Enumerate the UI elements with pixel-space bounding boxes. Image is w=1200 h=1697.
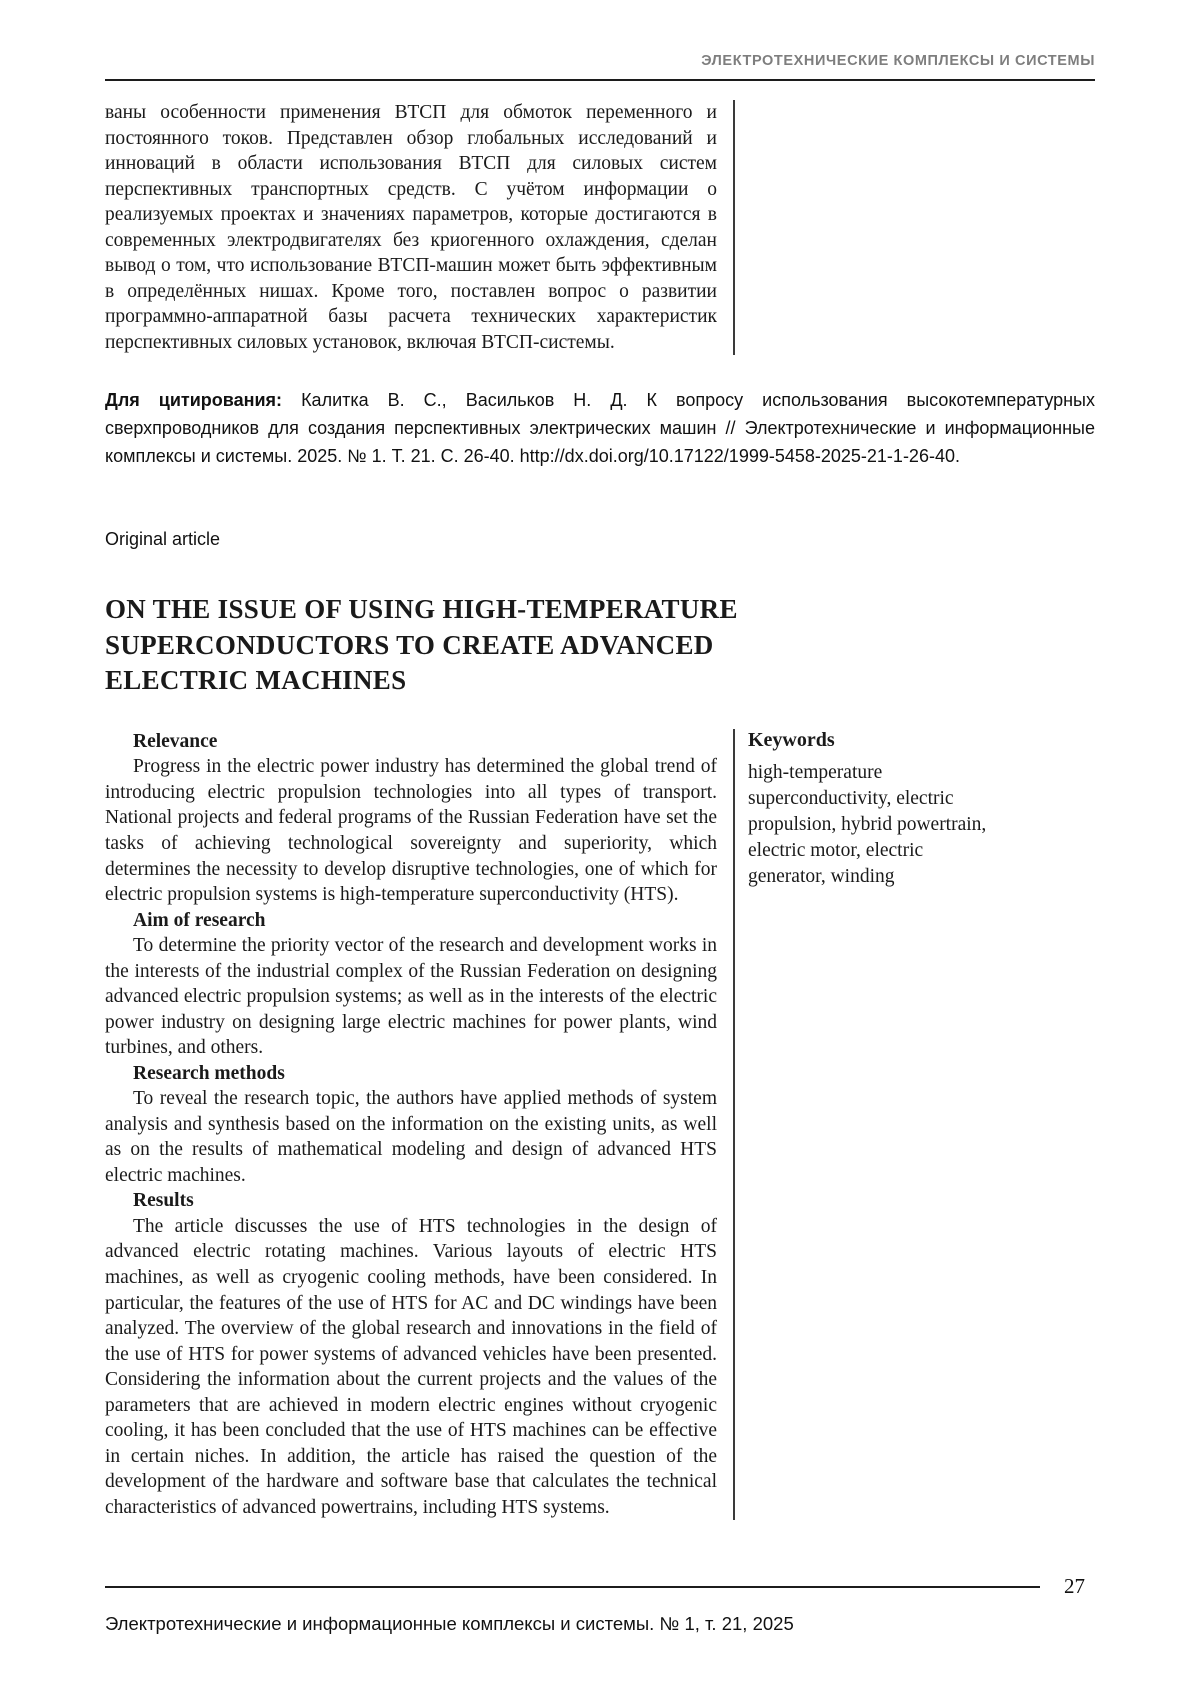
section-heading-results: Results [133, 1190, 194, 1212]
journal-section-label: ЭЛЕКТРОТЕХНИЧЕСКИЕ КОМПЛЕКСЫ И СИСТЕМЫ [701, 53, 1095, 69]
footer-rule-row [105, 1574, 1095, 1599]
citation-block [105, 387, 1095, 471]
section-heading-aim: Aim of research [133, 909, 266, 931]
article-type-label: Original article [105, 528, 221, 549]
keywords-text: high-temperature superconductivity, electric propulsion, hybrid powertrain, electric motor, electric generator, winding [748, 761, 987, 887]
citation-text: Калитка В. С., Васильков Н. Д. К вопросу использования высокотемпературных сверхпроводников для создания перспективных электрических машин // Электротехнические и информационные комплексы и системы. 2025. № 1. Т. 21. С. 26-40. http://dx.doi.org/10.17122/1999-5458-2025-21-1-26-40. [105, 390, 1095, 467]
header-rule [105, 79, 1095, 81]
section-heading-methods: Research methods [133, 1062, 285, 1084]
page-number: 27 [1064, 1574, 1085, 1599]
abstract-russian-paragraph: ваны особенности применения ВТСП для обмоток переменного и постоянного токов. Представлен обзор глобальных исследований и инноваций в области использования ВТСП для силовых систем перспективных транспортных средств. С учётом информации о реализуемых проектах и значениях параметров, которые достигаются в современных электродвигателях без криогенного охлаждения, сделан вывод о том, что использование ВТСП-машин может быть эффективным в определённых нишах. Кроме того, поставлен вопрос о развитии программно-аппаратной базы расчета технических характеристик перспективных силовых установок, включая ВТСП-системы. [105, 102, 717, 353]
abstract-vertical-rule [733, 100, 735, 355]
section-paragraph-relevance: Progress in the electric power industry has determined the global trend of introducing electric propulsion technologies into all types of transport. National projects and federal programs of the Russian Federation have set the tasks of achieving technological sovereignty and superiority, which determines the necessity to develop disruptive technologies, one of which for electric propulsion systems is high-temperature superconductivity (HTS). [105, 756, 717, 906]
keywords-column [748, 729, 998, 1520]
abstract-russian-block [105, 100, 1200, 355]
citation-label: Для цитирования: [105, 390, 283, 411]
section-paragraph-aim: To determine the priority vector of the research and development works in the interests of the industrial complex of the Russian Federation on designing advanced electric propulsion systems; as well as in the interests of the electric power industry on designing large electric machines for power plants, wind turbines, and others. [105, 935, 717, 1059]
abstract-english-block [105, 729, 1200, 1520]
abstract-main-column [105, 729, 717, 1520]
footer-journal-line: Электротехнические и информационные комплексы и системы. № 1, т. 21, 2025 [105, 1613, 794, 1635]
section-paragraph-results: The article discusses the use of HTS technologies in the design of advanced electric rotating machines. Various layouts of electric HTS machines, as well as cryogenic cooling methods, have been considered. In particular, the features of the use of HTS for AC and DC windings have been analyzed. The overview of the global research and innovations in the field of the use of HTS for power systems of advanced vehicles have been presented. Considering the information about the current projects and the values of the parameters that are achieved in modern electric engines without cryogenic cooling, it has been concluded that the use of HTS machines can be effective in certain niches. In addition, the article has raised the question of the development of the hardware and software base that calculates the technical characteristics of advanced powertrains, including HTS systems. [105, 1215, 717, 1518]
section-paragraph-methods: To reveal the research topic, the authors have applied methods of system analysis and synthesis based on the information on the existing units, as well as on the results of mathematical modeling and design of advanced HTS electric machines. [105, 1088, 717, 1186]
article-title: ON THE ISSUE OF USING HIGH-TEMPERATURE SUPERCONDUCTORS TO CREATE ADVANCED ELECTRIC MACHINES [105, 593, 738, 696]
running-head [0, 0, 1200, 70]
keywords-vertical-rule [733, 729, 735, 1520]
section-heading-relevance: Relevance [133, 730, 218, 752]
keywords-heading: Keywords [748, 728, 835, 751]
footer-rule [105, 1586, 1040, 1588]
